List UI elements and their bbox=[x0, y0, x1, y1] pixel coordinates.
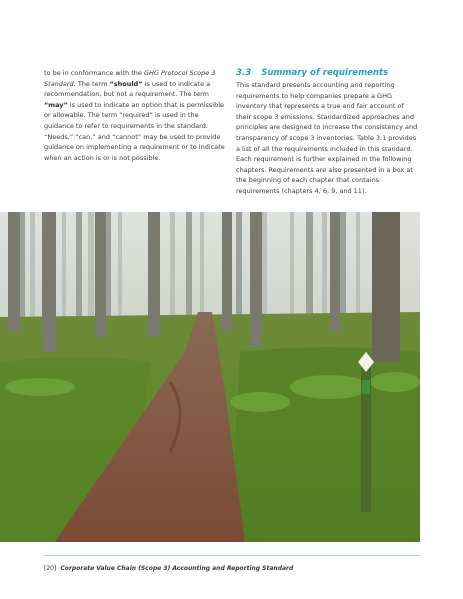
section-title: Summary of requirements bbox=[261, 68, 389, 78]
forest-path-photo bbox=[0, 212, 420, 542]
page-footer bbox=[44, 565, 293, 573]
should-term: “should” bbox=[109, 79, 143, 88]
left-text-column bbox=[44, 68, 227, 163]
standard-name-italic: GHG Protocol Scope 3 Standard bbox=[44, 69, 216, 88]
terminology-paragraph bbox=[44, 68, 227, 163]
section-body: This standard presents accounting and reporting requirements to help companies prepare a GHG inventory that represents a true and fair account of their scope 3 emissions. Standardized approaches and principles are designed to increase the consistency and transparency of scope 3 inventories. Table 3.1 provides a list of all the requirements included in this standard. Each requirement is further explained in the following chapters. Requirements are also presented in a box at the beginning of each chapter that contains requirements (chapters 4, 6, 9, and 11). bbox=[236, 81, 418, 195]
paragraph-text: is used to indicate an option that is permissible or allowable. The term “required” is used in the guidance to refer to requirements in the standard. “Needs,” “can,” and “cannot” may be used to provide guidance on implementing a requirement or to indicate when an action is or is not possible. bbox=[44, 100, 225, 162]
right-text-column bbox=[236, 68, 420, 197]
publication-title: Corporate Value Chain (Scope 3) Accounting and Reporting Standard bbox=[60, 565, 294, 572]
paragraph-text: is used to indicate a recommendation, but not a requirement. The term bbox=[44, 79, 211, 99]
section-heading bbox=[236, 68, 420, 79]
paragraph-text: to be in conformance with the bbox=[44, 69, 144, 77]
page-number: [20] bbox=[44, 565, 57, 572]
paragraph-text: . The term bbox=[73, 79, 110, 88]
section-number: 3.3 bbox=[236, 68, 252, 78]
footer-rule bbox=[44, 555, 420, 556]
may-term: “may” bbox=[44, 100, 68, 109]
